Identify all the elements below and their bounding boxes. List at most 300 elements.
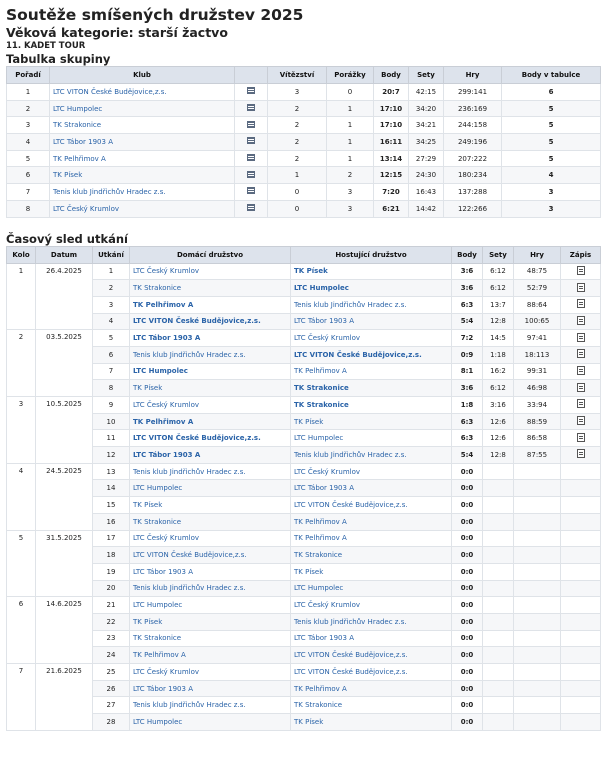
away-team-link[interactable]: LTC Humpolec bbox=[294, 584, 344, 593]
home-team-link[interactable]: TK Pelhřimov A bbox=[133, 651, 186, 660]
wins-cell: 2 bbox=[268, 117, 327, 134]
match-report-icon[interactable] bbox=[577, 333, 585, 342]
home-team-cell bbox=[130, 280, 291, 297]
match-report-icon[interactable] bbox=[577, 416, 585, 425]
sets-cell bbox=[483, 480, 514, 497]
points-cell: 6:3 bbox=[452, 430, 483, 447]
match-no-cell: 21 bbox=[93, 597, 130, 614]
sets-cell: 27:29 bbox=[409, 150, 444, 167]
sets-cell: 6:12 bbox=[483, 380, 514, 397]
points-cell: 13:14 bbox=[374, 150, 409, 167]
match-no-cell: 7 bbox=[93, 363, 130, 380]
report-cell bbox=[561, 613, 601, 630]
category-heading: Věková kategorie: starší žactvo bbox=[6, 25, 228, 40]
club-link[interactable]: LTC Tábor 1903 A bbox=[53, 137, 113, 146]
sets-cell: 34:25 bbox=[409, 134, 444, 151]
home-team-link[interactable]: Tenis klub Jindřichův Hradec z.s. bbox=[133, 350, 246, 359]
games-cell: 86:58 bbox=[514, 430, 561, 447]
away-team-link[interactable]: Tenis klub Jindřichův Hradec z.s. bbox=[294, 450, 407, 459]
home-team-cell bbox=[130, 530, 291, 547]
games-cell: 48:75 bbox=[514, 263, 561, 280]
match-row bbox=[7, 513, 601, 530]
games-cell bbox=[514, 497, 561, 514]
match-no-cell: 12 bbox=[93, 447, 130, 464]
report-cell bbox=[561, 413, 601, 430]
games-cell: 122:266 bbox=[444, 200, 502, 217]
match-row bbox=[7, 346, 601, 363]
home-team-link[interactable]: LTC VITON České Budějovice,z.s. bbox=[133, 317, 261, 326]
losses-cell: 1 bbox=[327, 100, 374, 117]
away-team-cell bbox=[291, 647, 452, 664]
rank-cell: 7 bbox=[7, 184, 50, 201]
away-team-link[interactable]: LTC Tábor 1903 A bbox=[294, 317, 354, 326]
away-team-cell bbox=[291, 547, 452, 564]
match-no-cell: 28 bbox=[93, 714, 130, 731]
away-team-link[interactable]: LTC Český Krumlov bbox=[294, 467, 361, 476]
home-team-link[interactable]: LTC VITON České Budějovice,z.s. bbox=[133, 434, 261, 443]
away-team-link[interactable]: TK Písek bbox=[294, 417, 324, 426]
home-team-link[interactable]: LTC Tábor 1903 A bbox=[133, 334, 201, 343]
club-cell bbox=[50, 117, 235, 134]
away-team-cell bbox=[291, 613, 452, 630]
points-cell: 0:9 bbox=[452, 346, 483, 363]
standings-row bbox=[7, 167, 601, 184]
roster-cell bbox=[235, 200, 268, 217]
match-row bbox=[7, 597, 601, 614]
games-cell: 18:113 bbox=[514, 346, 561, 363]
games-cell: 33:94 bbox=[514, 397, 561, 414]
club-link[interactable]: TK Písek bbox=[53, 171, 83, 180]
home-team-cell bbox=[130, 413, 291, 430]
match-row bbox=[7, 397, 601, 414]
sets-cell: 12:6 bbox=[483, 413, 514, 430]
match-no-cell: 27 bbox=[93, 697, 130, 714]
home-team-link[interactable]: LTC Tábor 1903 A bbox=[133, 450, 201, 459]
games-cell bbox=[514, 613, 561, 630]
match-no-cell: 18 bbox=[93, 547, 130, 564]
match-report-icon[interactable] bbox=[577, 283, 585, 292]
standings-row bbox=[7, 184, 601, 201]
losses-cell: 1 bbox=[327, 150, 374, 167]
club-link[interactable]: TK Strakonice bbox=[53, 121, 102, 130]
club-cell bbox=[50, 134, 235, 151]
away-team-cell bbox=[291, 397, 452, 414]
match-row bbox=[7, 363, 601, 380]
away-team-cell bbox=[291, 346, 452, 363]
home-team-cell bbox=[130, 430, 291, 447]
sets-cell bbox=[483, 680, 514, 697]
points-cell: 0:0 bbox=[452, 463, 483, 480]
club-cell bbox=[50, 150, 235, 167]
points-cell: 0:0 bbox=[452, 647, 483, 664]
home-team-cell bbox=[130, 380, 291, 397]
home-team-cell bbox=[130, 397, 291, 414]
match-row bbox=[7, 463, 601, 480]
match-report-icon[interactable] bbox=[577, 299, 585, 308]
sets-cell bbox=[483, 597, 514, 614]
games-cell: 87:55 bbox=[514, 447, 561, 464]
report-cell bbox=[561, 296, 601, 313]
report-cell bbox=[561, 647, 601, 664]
table-points-cell: 3 bbox=[502, 200, 601, 217]
match-row bbox=[7, 530, 601, 547]
away-team-link[interactable]: LTC Humpolec bbox=[294, 434, 344, 443]
col-header: Porážky bbox=[327, 67, 374, 84]
games-cell bbox=[514, 563, 561, 580]
away-team-link[interactable]: Tenis klub Jindřichův Hradec z.s. bbox=[294, 300, 407, 309]
games-cell bbox=[514, 513, 561, 530]
rank-cell: 5 bbox=[7, 150, 50, 167]
home-team-cell bbox=[130, 480, 291, 497]
col-header: Body bbox=[452, 246, 483, 263]
games-cell bbox=[514, 647, 561, 664]
match-no-cell: 8 bbox=[93, 380, 130, 397]
match-no-cell: 13 bbox=[93, 463, 130, 480]
sets-cell bbox=[483, 580, 514, 597]
roster-cell bbox=[235, 117, 268, 134]
away-team-cell bbox=[291, 380, 452, 397]
sets-cell: 13:7 bbox=[483, 296, 514, 313]
away-team-cell bbox=[291, 580, 452, 597]
home-team-link[interactable]: TK Pelhřimov A bbox=[133, 300, 194, 309]
match-row bbox=[7, 380, 601, 397]
standings-row bbox=[7, 100, 601, 117]
points-cell: 0:0 bbox=[452, 513, 483, 530]
home-team-link[interactable]: TK Strakonice bbox=[133, 634, 182, 643]
away-team-link[interactable]: LTC VITON České Budějovice,z.s. bbox=[294, 651, 408, 660]
points-cell: 3:6 bbox=[452, 263, 483, 280]
away-team-link[interactable]: LTC Tábor 1903 A bbox=[294, 484, 354, 493]
club-link[interactable]: LTC Humpolec bbox=[53, 104, 103, 113]
points-cell: 20:7 bbox=[374, 84, 409, 101]
roster-doc-icon[interactable] bbox=[247, 87, 255, 94]
games-cell bbox=[514, 630, 561, 647]
home-team-cell bbox=[130, 597, 291, 614]
games-cell: 137:288 bbox=[444, 184, 502, 201]
away-team-link[interactable]: TK Strakonice bbox=[294, 400, 349, 409]
home-team-link[interactable]: TK Písek bbox=[133, 384, 163, 393]
games-cell: 207:222 bbox=[444, 150, 502, 167]
match-no-cell: 6 bbox=[93, 346, 130, 363]
sets-cell: 6:12 bbox=[483, 280, 514, 297]
home-team-link[interactable]: TK Pelhřimov A bbox=[133, 417, 194, 426]
roster-cell bbox=[235, 100, 268, 117]
report-cell bbox=[561, 680, 601, 697]
sets-cell: 42:15 bbox=[409, 84, 444, 101]
points-cell: 0:0 bbox=[452, 697, 483, 714]
sets-cell: 24:30 bbox=[409, 167, 444, 184]
sets-cell: 34:20 bbox=[409, 100, 444, 117]
table-points-cell: 4 bbox=[502, 167, 601, 184]
match-no-cell: 4 bbox=[93, 313, 130, 330]
games-cell bbox=[514, 597, 561, 614]
sets-cell: 14:42 bbox=[409, 200, 444, 217]
match-no-cell: 1 bbox=[93, 263, 130, 280]
date-cell: 31.5.2025 bbox=[36, 530, 93, 597]
col-header: Body v tabulce bbox=[502, 67, 601, 84]
report-cell bbox=[561, 580, 601, 597]
club-cell bbox=[50, 84, 235, 101]
games-cell: 100:65 bbox=[514, 313, 561, 330]
match-row bbox=[7, 280, 601, 297]
report-cell bbox=[561, 397, 601, 414]
away-team-link[interactable]: TK Pelhřimov A bbox=[294, 534, 347, 543]
sets-cell: 12:8 bbox=[483, 447, 514, 464]
match-row bbox=[7, 580, 601, 597]
sets-cell bbox=[483, 647, 514, 664]
report-cell bbox=[561, 664, 601, 681]
date-cell: 21.6.2025 bbox=[36, 664, 93, 731]
points-cell: 3:6 bbox=[452, 280, 483, 297]
col-header: Pořadí bbox=[7, 67, 50, 84]
match-row bbox=[7, 296, 601, 313]
match-report-icon[interactable] bbox=[577, 449, 585, 458]
home-team-link[interactable]: LTC Humpolec bbox=[133, 717, 183, 726]
date-cell: 03.5.2025 bbox=[36, 330, 93, 397]
losses-cell: 2 bbox=[327, 167, 374, 184]
col-header: Hostující družstvo bbox=[291, 246, 452, 263]
away-team-cell bbox=[291, 480, 452, 497]
points-cell: 6:21 bbox=[374, 200, 409, 217]
club-link[interactable]: LTC Český Krumlov bbox=[53, 204, 120, 213]
roster-doc-icon[interactable] bbox=[247, 121, 255, 128]
sets-cell bbox=[483, 497, 514, 514]
home-team-cell bbox=[130, 313, 291, 330]
sets-cell: 3:16 bbox=[483, 397, 514, 414]
col-header: Domácí družstvo bbox=[130, 246, 291, 263]
roster-doc-icon[interactable] bbox=[247, 137, 255, 144]
sets-cell bbox=[483, 463, 514, 480]
round-cell: 3 bbox=[7, 397, 36, 464]
match-no-cell: 19 bbox=[93, 563, 130, 580]
points-cell: 0:0 bbox=[452, 497, 483, 514]
roster-doc-icon[interactable] bbox=[247, 171, 255, 178]
home-team-link[interactable]: LTC Český Krumlov bbox=[133, 534, 200, 543]
away-team-cell bbox=[291, 697, 452, 714]
away-team-link[interactable]: TK Pelhřimov A bbox=[294, 367, 347, 376]
schedule-table bbox=[6, 246, 601, 731]
away-team-link[interactable]: Tenis klub Jindřichův Hradec z.s. bbox=[294, 617, 407, 626]
roster-doc-icon[interactable] bbox=[247, 154, 255, 161]
away-team-link[interactable]: LTC Humpolec bbox=[294, 284, 349, 293]
home-team-cell bbox=[130, 363, 291, 380]
home-team-link[interactable]: Tenis klub Jindřichův Hradec z.s. bbox=[133, 584, 246, 593]
match-no-cell: 24 bbox=[93, 647, 130, 664]
home-team-link[interactable]: LTC Humpolec bbox=[133, 484, 183, 493]
wins-cell: 2 bbox=[268, 134, 327, 151]
away-team-cell bbox=[291, 463, 452, 480]
home-team-cell bbox=[130, 630, 291, 647]
match-row bbox=[7, 664, 601, 681]
table-points-cell: 5 bbox=[502, 117, 601, 134]
sets-cell bbox=[483, 530, 514, 547]
games-cell bbox=[514, 664, 561, 681]
rank-cell: 2 bbox=[7, 100, 50, 117]
points-cell: 17:10 bbox=[374, 117, 409, 134]
games-cell: 99:31 bbox=[514, 363, 561, 380]
games-cell: 236:169 bbox=[444, 100, 502, 117]
col-header: Kolo bbox=[7, 246, 36, 263]
match-report-icon[interactable] bbox=[577, 349, 585, 358]
points-cell: 17:10 bbox=[374, 100, 409, 117]
games-cell bbox=[514, 697, 561, 714]
table-points-cell: 3 bbox=[502, 184, 601, 201]
home-team-link[interactable]: LTC Český Krumlov bbox=[133, 400, 200, 409]
away-team-link[interactable]: LTC VITON České Budějovice,z.s. bbox=[294, 350, 422, 359]
sets-cell: 16:2 bbox=[483, 363, 514, 380]
home-team-link[interactable]: TK Strakonice bbox=[133, 284, 182, 293]
home-team-link[interactable]: TK Strakonice bbox=[133, 517, 182, 526]
away-team-link[interactable]: LTC Tábor 1903 A bbox=[294, 634, 354, 643]
points-cell: 16:11 bbox=[374, 134, 409, 151]
home-team-link[interactable]: Tenis klub Jindřichův Hradec z.s. bbox=[133, 467, 246, 476]
away-team-cell bbox=[291, 563, 452, 580]
report-cell bbox=[561, 597, 601, 614]
home-team-link[interactable]: LTC Humpolec bbox=[133, 601, 183, 610]
match-row bbox=[7, 447, 601, 464]
club-link[interactable]: LTC VITON České Budějovice,z.s. bbox=[53, 87, 167, 96]
home-team-cell bbox=[130, 330, 291, 347]
home-team-link[interactable]: LTC VITON České Budějovice,z.s. bbox=[133, 551, 247, 560]
date-cell: 10.5.2025 bbox=[36, 397, 93, 464]
away-team-cell bbox=[291, 680, 452, 697]
table-points-cell: 6 bbox=[502, 84, 601, 101]
roster-cell bbox=[235, 134, 268, 151]
match-report-icon[interactable] bbox=[577, 366, 585, 375]
sets-cell: 12:6 bbox=[483, 430, 514, 447]
away-team-link[interactable]: TK Písek bbox=[294, 567, 324, 576]
report-cell bbox=[561, 263, 601, 280]
match-row bbox=[7, 263, 601, 280]
report-cell bbox=[561, 280, 601, 297]
match-no-cell: 23 bbox=[93, 630, 130, 647]
points-cell: 0:0 bbox=[452, 630, 483, 647]
roster-doc-icon[interactable] bbox=[247, 104, 255, 111]
away-team-cell bbox=[291, 664, 452, 681]
home-team-link[interactable]: LTC Český Krumlov bbox=[133, 267, 200, 276]
points-cell: 0:0 bbox=[452, 597, 483, 614]
col-header: Klub bbox=[50, 67, 235, 84]
report-cell bbox=[561, 513, 601, 530]
sets-cell: 14:5 bbox=[483, 330, 514, 347]
match-no-cell: 15 bbox=[93, 497, 130, 514]
date-cell: 14.6.2025 bbox=[36, 597, 93, 664]
away-team-link[interactable]: LTC VITON České Budějovice,z.s. bbox=[294, 500, 408, 509]
col-header: Utkání bbox=[93, 246, 130, 263]
rank-cell: 3 bbox=[7, 117, 50, 134]
wins-cell: 0 bbox=[268, 200, 327, 217]
home-team-link[interactable]: TK Písek bbox=[133, 617, 163, 626]
points-cell: 1:8 bbox=[452, 397, 483, 414]
wins-cell: 1 bbox=[268, 167, 327, 184]
away-team-link[interactable]: TK Strakonice bbox=[294, 551, 343, 560]
sets-cell bbox=[483, 630, 514, 647]
games-cell bbox=[514, 680, 561, 697]
match-no-cell: 14 bbox=[93, 480, 130, 497]
standings-table bbox=[6, 66, 601, 218]
club-link[interactable]: TK Pelhřimov A bbox=[53, 154, 106, 163]
home-team-link[interactable]: Tenis klub Jindřichův Hradec z.s. bbox=[133, 701, 246, 710]
match-row bbox=[7, 613, 601, 630]
home-team-cell bbox=[130, 647, 291, 664]
match-report-icon[interactable] bbox=[577, 266, 585, 275]
points-cell: 0:0 bbox=[452, 563, 483, 580]
points-cell: 3:6 bbox=[452, 380, 483, 397]
away-team-cell bbox=[291, 363, 452, 380]
games-cell bbox=[514, 530, 561, 547]
roster-doc-icon[interactable] bbox=[247, 204, 255, 211]
home-team-link[interactable]: LTC Tábor 1903 A bbox=[133, 567, 193, 576]
roster-doc-icon[interactable] bbox=[247, 187, 255, 194]
away-team-link[interactable]: TK Pelhřimov A bbox=[294, 517, 347, 526]
games-cell bbox=[514, 463, 561, 480]
match-row bbox=[7, 630, 601, 647]
points-cell: 0:0 bbox=[452, 714, 483, 731]
home-team-link[interactable]: LTC Humpolec bbox=[133, 367, 188, 376]
home-team-link[interactable]: LTC Tábor 1903 A bbox=[133, 684, 193, 693]
match-report-icon[interactable] bbox=[577, 433, 585, 442]
home-team-link[interactable]: LTC Český Krumlov bbox=[133, 667, 200, 676]
match-no-cell: 9 bbox=[93, 397, 130, 414]
away-team-link[interactable]: LTC Český Krumlov bbox=[294, 601, 361, 610]
away-team-link[interactable]: LTC Český Krumlov bbox=[294, 334, 361, 343]
club-link[interactable]: Tenis klub Jindřichův Hradec z.s. bbox=[53, 187, 166, 196]
points-cell: 0:0 bbox=[452, 480, 483, 497]
report-cell bbox=[561, 480, 601, 497]
points-cell: 7:2 bbox=[452, 330, 483, 347]
points-cell: 0:0 bbox=[452, 613, 483, 630]
club-cell bbox=[50, 167, 235, 184]
away-team-cell bbox=[291, 430, 452, 447]
games-cell: 249:196 bbox=[444, 134, 502, 151]
match-row bbox=[7, 680, 601, 697]
match-report-icon[interactable] bbox=[577, 316, 585, 325]
home-team-link[interactable]: TK Písek bbox=[133, 500, 163, 509]
away-team-cell bbox=[291, 313, 452, 330]
report-cell bbox=[561, 714, 601, 731]
sets-cell: 16:43 bbox=[409, 184, 444, 201]
home-team-cell bbox=[130, 463, 291, 480]
home-team-cell bbox=[130, 563, 291, 580]
sets-cell bbox=[483, 547, 514, 564]
points-cell: 0:0 bbox=[452, 530, 483, 547]
sets-cell: 34:21 bbox=[409, 117, 444, 134]
date-cell: 24.5.2025 bbox=[36, 463, 93, 530]
away-team-link[interactable]: LTC VITON České Budějovice,z.s. bbox=[294, 667, 408, 676]
away-team-link[interactable]: TK Strakonice bbox=[294, 384, 349, 393]
away-team-link[interactable]: TK Pelhřimov A bbox=[294, 684, 347, 693]
match-no-cell: 26 bbox=[93, 680, 130, 697]
col-header: Datum bbox=[36, 246, 93, 263]
away-team-link[interactable]: TK Písek bbox=[294, 717, 324, 726]
away-team-cell bbox=[291, 447, 452, 464]
tour-label: 11. KADET TOUR bbox=[6, 41, 86, 51]
match-row bbox=[7, 430, 601, 447]
match-report-icon[interactable] bbox=[577, 383, 585, 392]
losses-cell: 0 bbox=[327, 84, 374, 101]
games-cell: 97:41 bbox=[514, 330, 561, 347]
points-cell: 0:0 bbox=[452, 680, 483, 697]
match-no-cell: 20 bbox=[93, 580, 130, 597]
match-row bbox=[7, 413, 601, 430]
away-team-link[interactable]: TK Strakonice bbox=[294, 701, 343, 710]
match-row bbox=[7, 330, 601, 347]
match-report-icon[interactable] bbox=[577, 399, 585, 408]
wins-cell: 2 bbox=[268, 100, 327, 117]
match-row bbox=[7, 480, 601, 497]
away-team-link[interactable]: TK Písek bbox=[294, 267, 328, 276]
home-team-cell bbox=[130, 513, 291, 530]
